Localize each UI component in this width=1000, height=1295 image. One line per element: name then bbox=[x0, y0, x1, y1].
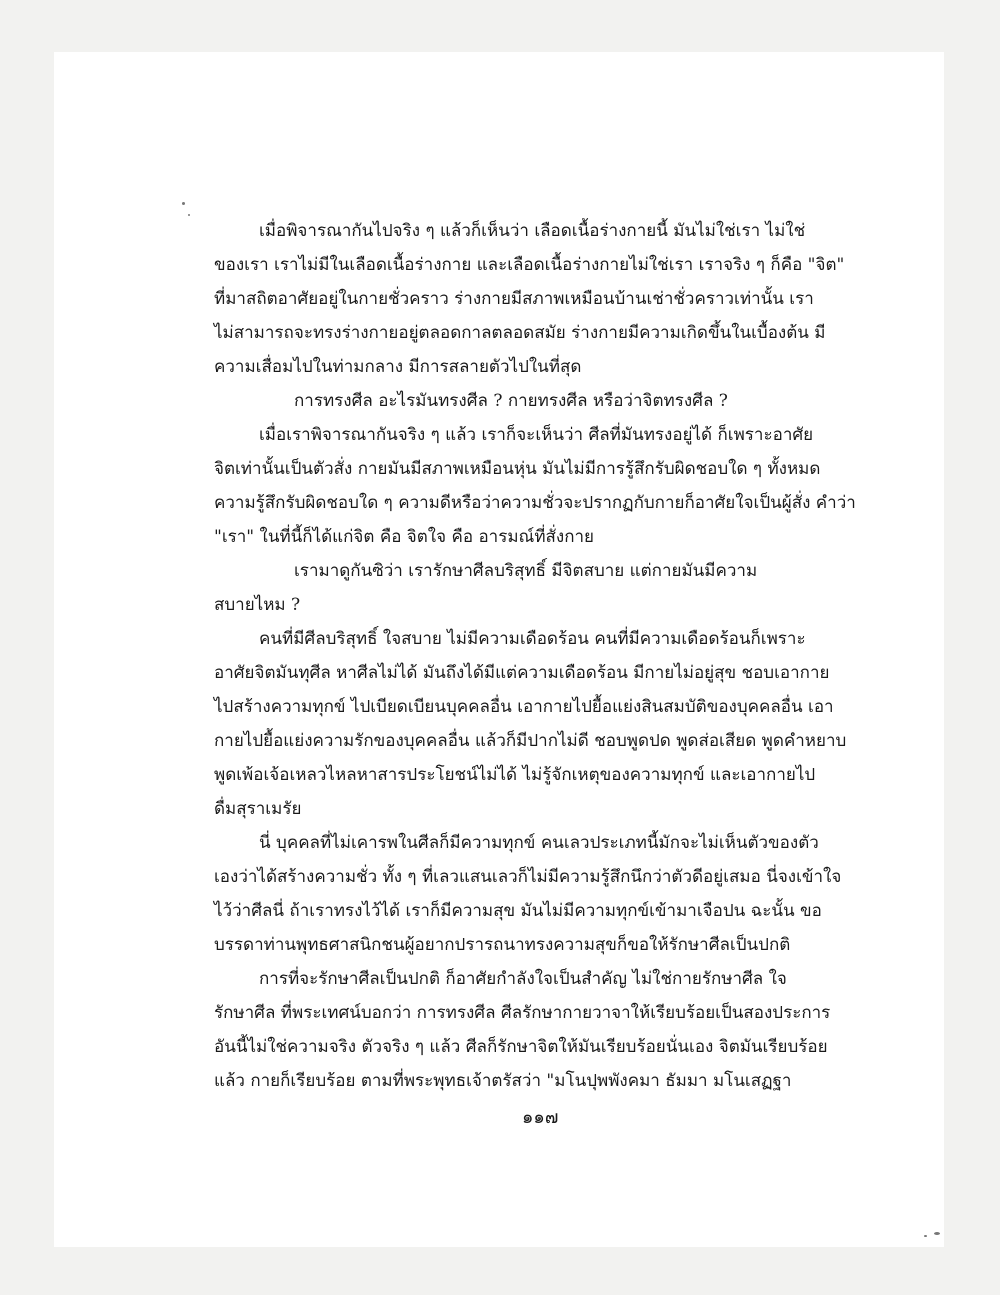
text-line: เมื่อเราพิจารณากันจริง ๆ แล้ว เราก็จะเห็นว่า ศีลที่มันทรงอยู่ได้ ก็เพราะอาศัย bbox=[259, 425, 814, 445]
scan-speck bbox=[182, 202, 185, 205]
text-line: เองว่าได้สร้างความชั่ว ทั้ง ๆ ที่เลวแสนเลวก็ไม่มีความรู้สึกนึกว่าตัวดีอยู่เสมอ นี่จงเข้าใจ bbox=[214, 867, 842, 887]
text-line: "เรา" ในที่นี้ก็ได้แก่จิต คือ จิตใจ คือ อารมณ์ที่สั่งกาย bbox=[214, 527, 595, 547]
text-line: บรรดาท่านพุทธศาสนิกชนผู้อยากปรารถนาทรงความสุขก็ขอให้รักษาศีลเป็นปกติ bbox=[214, 935, 791, 955]
text-line: ไปสร้างความทุกข์ ไปเบียดเบียนบุคคลอื่น เอากายไปยื้อแย่งสินสมบัติของบุคคลอื่น เอา bbox=[214, 697, 834, 717]
text-line: สบายไหม ? bbox=[214, 595, 301, 615]
document-page bbox=[54, 52, 944, 1247]
scan-speck bbox=[934, 1232, 940, 1235]
text-line: เมื่อพิจารณากันไปจริง ๆ แล้วก็เห็นว่า เลือดเนื้อร่างกายนี้ มันไม่ใช่เรา ไม่ใช่ bbox=[259, 221, 806, 241]
text-line: คนที่มีศีลบริสุทธิ์ ใจสบาย ไม่มีความเดือดร้อน คนที่มีความเดือดร้อนก็เพราะ bbox=[259, 629, 806, 649]
text-line: เรามาดูกันซิว่า เรารักษาศีลบริสุทธิ์ มีจิตสบาย แต่กายมันมีความ bbox=[294, 561, 758, 581]
text-line: จิตเท่านั้นเป็นตัวสั่ง กายมันมีสภาพเหมือนหุ่น มันไม่มีการรู้สึกรับผิดชอบใด ๆ ทั้งหมด bbox=[214, 459, 821, 479]
text-line: อาศัยจิตมันทุศีล หาศีลไม่ได้ มันถึงได้มีแต่ความเดือดร้อน มีกายไม่อยู่สุข ชอบเอากาย bbox=[214, 663, 830, 683]
text-line: กายไปยื้อแย่งความรักของบุคคลอื่น แล้วก็มีปากไม่ดี ชอบพูดปด พูดส่อเสียด พูดคำหยาบ bbox=[214, 731, 847, 751]
text-line: พูดเพ้อเจ้อเหลวไหลหาสารประโยชน์ไม่ได้ ไม่รู้จักเหตุของความทุกข์ และเอากายไป bbox=[214, 765, 816, 785]
text-line: แล้ว กายก็เรียบร้อย ตามที่พระพุทธเจ้าตรัสว่า "มโนปุพพังคมา ธัมมา มโนเสฏฐา bbox=[214, 1071, 792, 1091]
scan-speck bbox=[188, 214, 190, 216]
text-line: ที่มาสถิตอาศัยอยู่ในกายชั่วคราว ร่างกายมีสภาพเหมือนบ้านเช่าชั่วคราวเท่านั้น เรา bbox=[214, 289, 814, 309]
text-line: การที่จะรักษาศีลเป็นปกติ ก็อาศัยกำลังใจเป็นสำคัญ ไม่ใช่กายรักษาศีล ใจ bbox=[259, 969, 787, 989]
section-heading: การทรงศีล อะไรมันทรงศีล ? กายทรงศีล หรือว่าจิตทรงศีล ? bbox=[294, 391, 728, 411]
text-line: ไม่สามารถจะทรงร่างกายอยู่ตลอดกาลตลอดสมัย ร่างกายมีความเกิดขึ้นในเบื้องต้น มี bbox=[214, 323, 826, 343]
text-line: ความเสื่อมไปในท่ามกลาง มีการสลายตัวไปในที่สุด bbox=[214, 357, 582, 377]
text-line: ไว้ว่าศีลนี่ ถ้าเราทรงไว้ได้ เราก็มีความสุข มันไม่มีความทุกข์เข้ามาเจือปน ฉะนั้น ขอ bbox=[214, 901, 822, 921]
text-line: อันนี้ไม่ใช่ความจริง ตัวจริง ๆ แล้ว ศีลก็รักษาจิตให้มันเรียบร้อยนั่นเอง จิตมันเรียบร้อย bbox=[214, 1037, 828, 1057]
text-line: นี่ บุคคลที่ไม่เคารพในศีลก็มีความทุกข์ คนเลวประเภทนี้มักจะไม่เห็นตัวของตัว bbox=[259, 833, 819, 853]
text-line: ดื่มสุราเมรัย bbox=[214, 799, 302, 819]
text-line: ความรู้สึกรับผิดชอบใด ๆ ความดีหรือว่าความชั่วจะปรากฏกับกายก็อาศัยใจเป็นผู้สั่ง คำว่า bbox=[214, 493, 856, 513]
page-number: ๑๑๗ bbox=[522, 1107, 559, 1128]
text-line: ของเรา เราไม่มีในเลือดเนื้อร่างกาย และเลือดเนื้อร่างกายไม่ใช่เรา เราจริง ๆ ก็คือ "จิต" bbox=[214, 255, 845, 275]
text-line: รักษาศีล ที่พระเทศน์บอกว่า การทรงศีล ศีลรักษากายวาจาให้เรียบร้อยเป็นสองประการ bbox=[214, 1003, 831, 1023]
scan-speck bbox=[924, 1235, 927, 1237]
